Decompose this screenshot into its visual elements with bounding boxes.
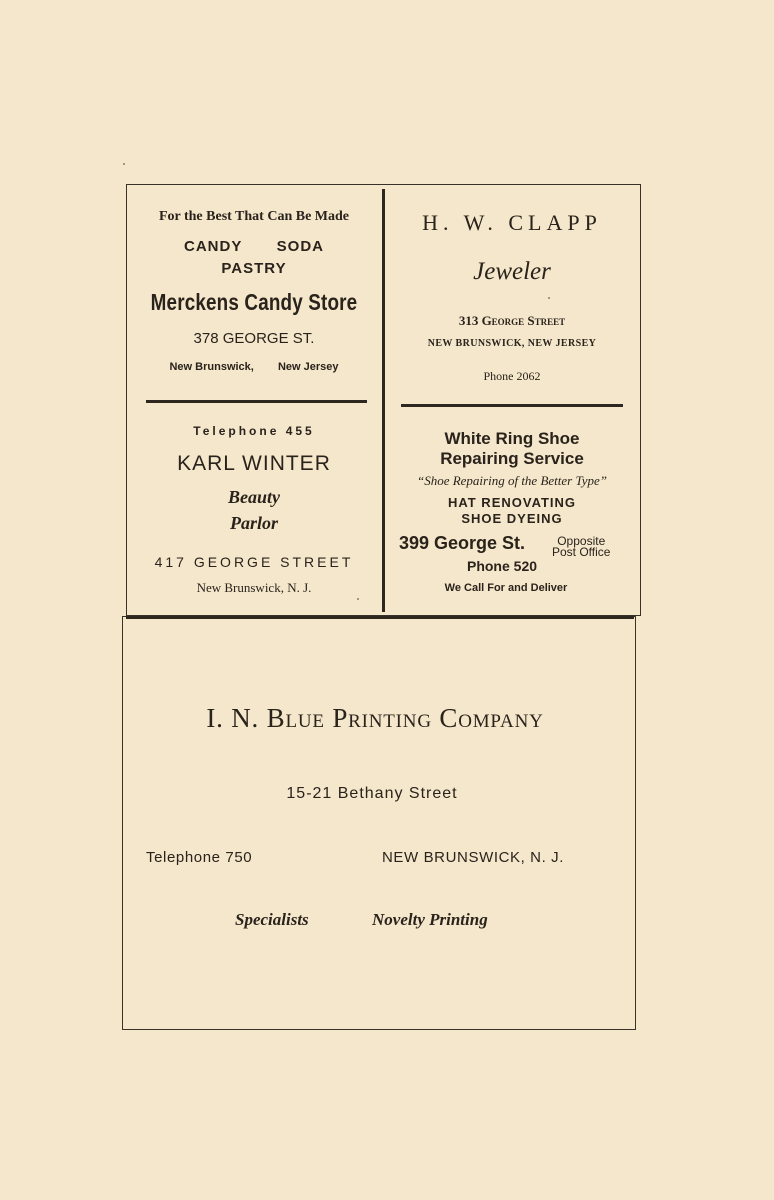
blue-printing-ad	[123, 619, 633, 1027]
blue-printing-address: 15-21 Bethany Street	[286, 785, 458, 802]
merckens-tagline: For the Best That Can Be Made	[158, 209, 350, 224]
white-ring-slogan: “Shoe Repairing of the Better Type”	[416, 473, 608, 488]
clapp-address: 313 George Street	[458, 313, 566, 328]
paper-speck	[357, 598, 359, 600]
right-horizontal-divider	[401, 404, 623, 407]
white-ring-opposite	[552, 536, 610, 558]
winter-telephone: Telephone 455	[193, 424, 315, 438]
white-ring-ad	[386, 408, 638, 612]
winter-parlor: Parlor	[229, 513, 278, 533]
candy-label: CANDY	[183, 238, 243, 255]
winter-beauty: Beauty	[228, 487, 280, 507]
merckens-address: 378 GEORGE ST.	[193, 330, 315, 347]
clapp-trade: Jeweler	[473, 258, 551, 285]
white-ring-delivery: We Call For and Deliver	[444, 582, 568, 594]
blue-printing-novelty: Novelty Printing	[372, 910, 488, 929]
white-ring-service-dyeing: SHOE DYEING	[461, 511, 563, 526]
clapp-city: NEW BRUNSWICK, NEW JERSEY	[427, 338, 597, 349]
clapp-phone: Phone 2062	[483, 369, 541, 383]
soda-label: SODA	[276, 238, 325, 255]
white-ring-phone: Phone 520	[466, 558, 538, 574]
clapp-name: H. W. CLAPP	[422, 210, 602, 235]
vertical-divider	[382, 189, 385, 612]
left-horizontal-divider	[146, 400, 367, 403]
merckens-city: New Brunswick,	[169, 361, 254, 373]
clapp-ad	[386, 188, 638, 402]
paper-speck	[123, 163, 125, 165]
blue-printing-telephone: Telephone 750	[146, 849, 253, 866]
merckens-state: New Jersey	[277, 361, 339, 373]
post-office-label: Post Office	[552, 545, 611, 559]
opposite-label: Opposite	[557, 534, 606, 548]
winter-name: KARL WINTER	[177, 452, 331, 475]
blue-printing-city: NEW BRUNSWICK, N. J.	[382, 849, 565, 866]
white-ring-name-line1: White Ring Shoe	[444, 429, 580, 448]
winter-city: New Brunswick, N. J.	[196, 580, 312, 595]
merckens-city-state	[127, 361, 381, 373]
merckens-ad	[127, 188, 381, 398]
merckens-store-name: Merckens Candy Store	[150, 289, 358, 315]
blue-printing-name: I. N. Blue Printing Company	[206, 703, 544, 733]
white-ring-address: 399 George St.	[399, 533, 526, 553]
white-ring-name-line2: Repairing Service	[440, 449, 584, 468]
winter-ad	[127, 404, 381, 612]
blue-printing-specialists: Specialists	[235, 910, 309, 929]
white-ring-service-hat: HAT RENOVATING	[447, 495, 577, 510]
winter-address: 417 GEORGE STREET	[154, 554, 354, 570]
paper-speck	[548, 297, 550, 299]
pastry-label: PASTRY	[221, 260, 287, 277]
merckens-products-line1	[127, 238, 381, 255]
